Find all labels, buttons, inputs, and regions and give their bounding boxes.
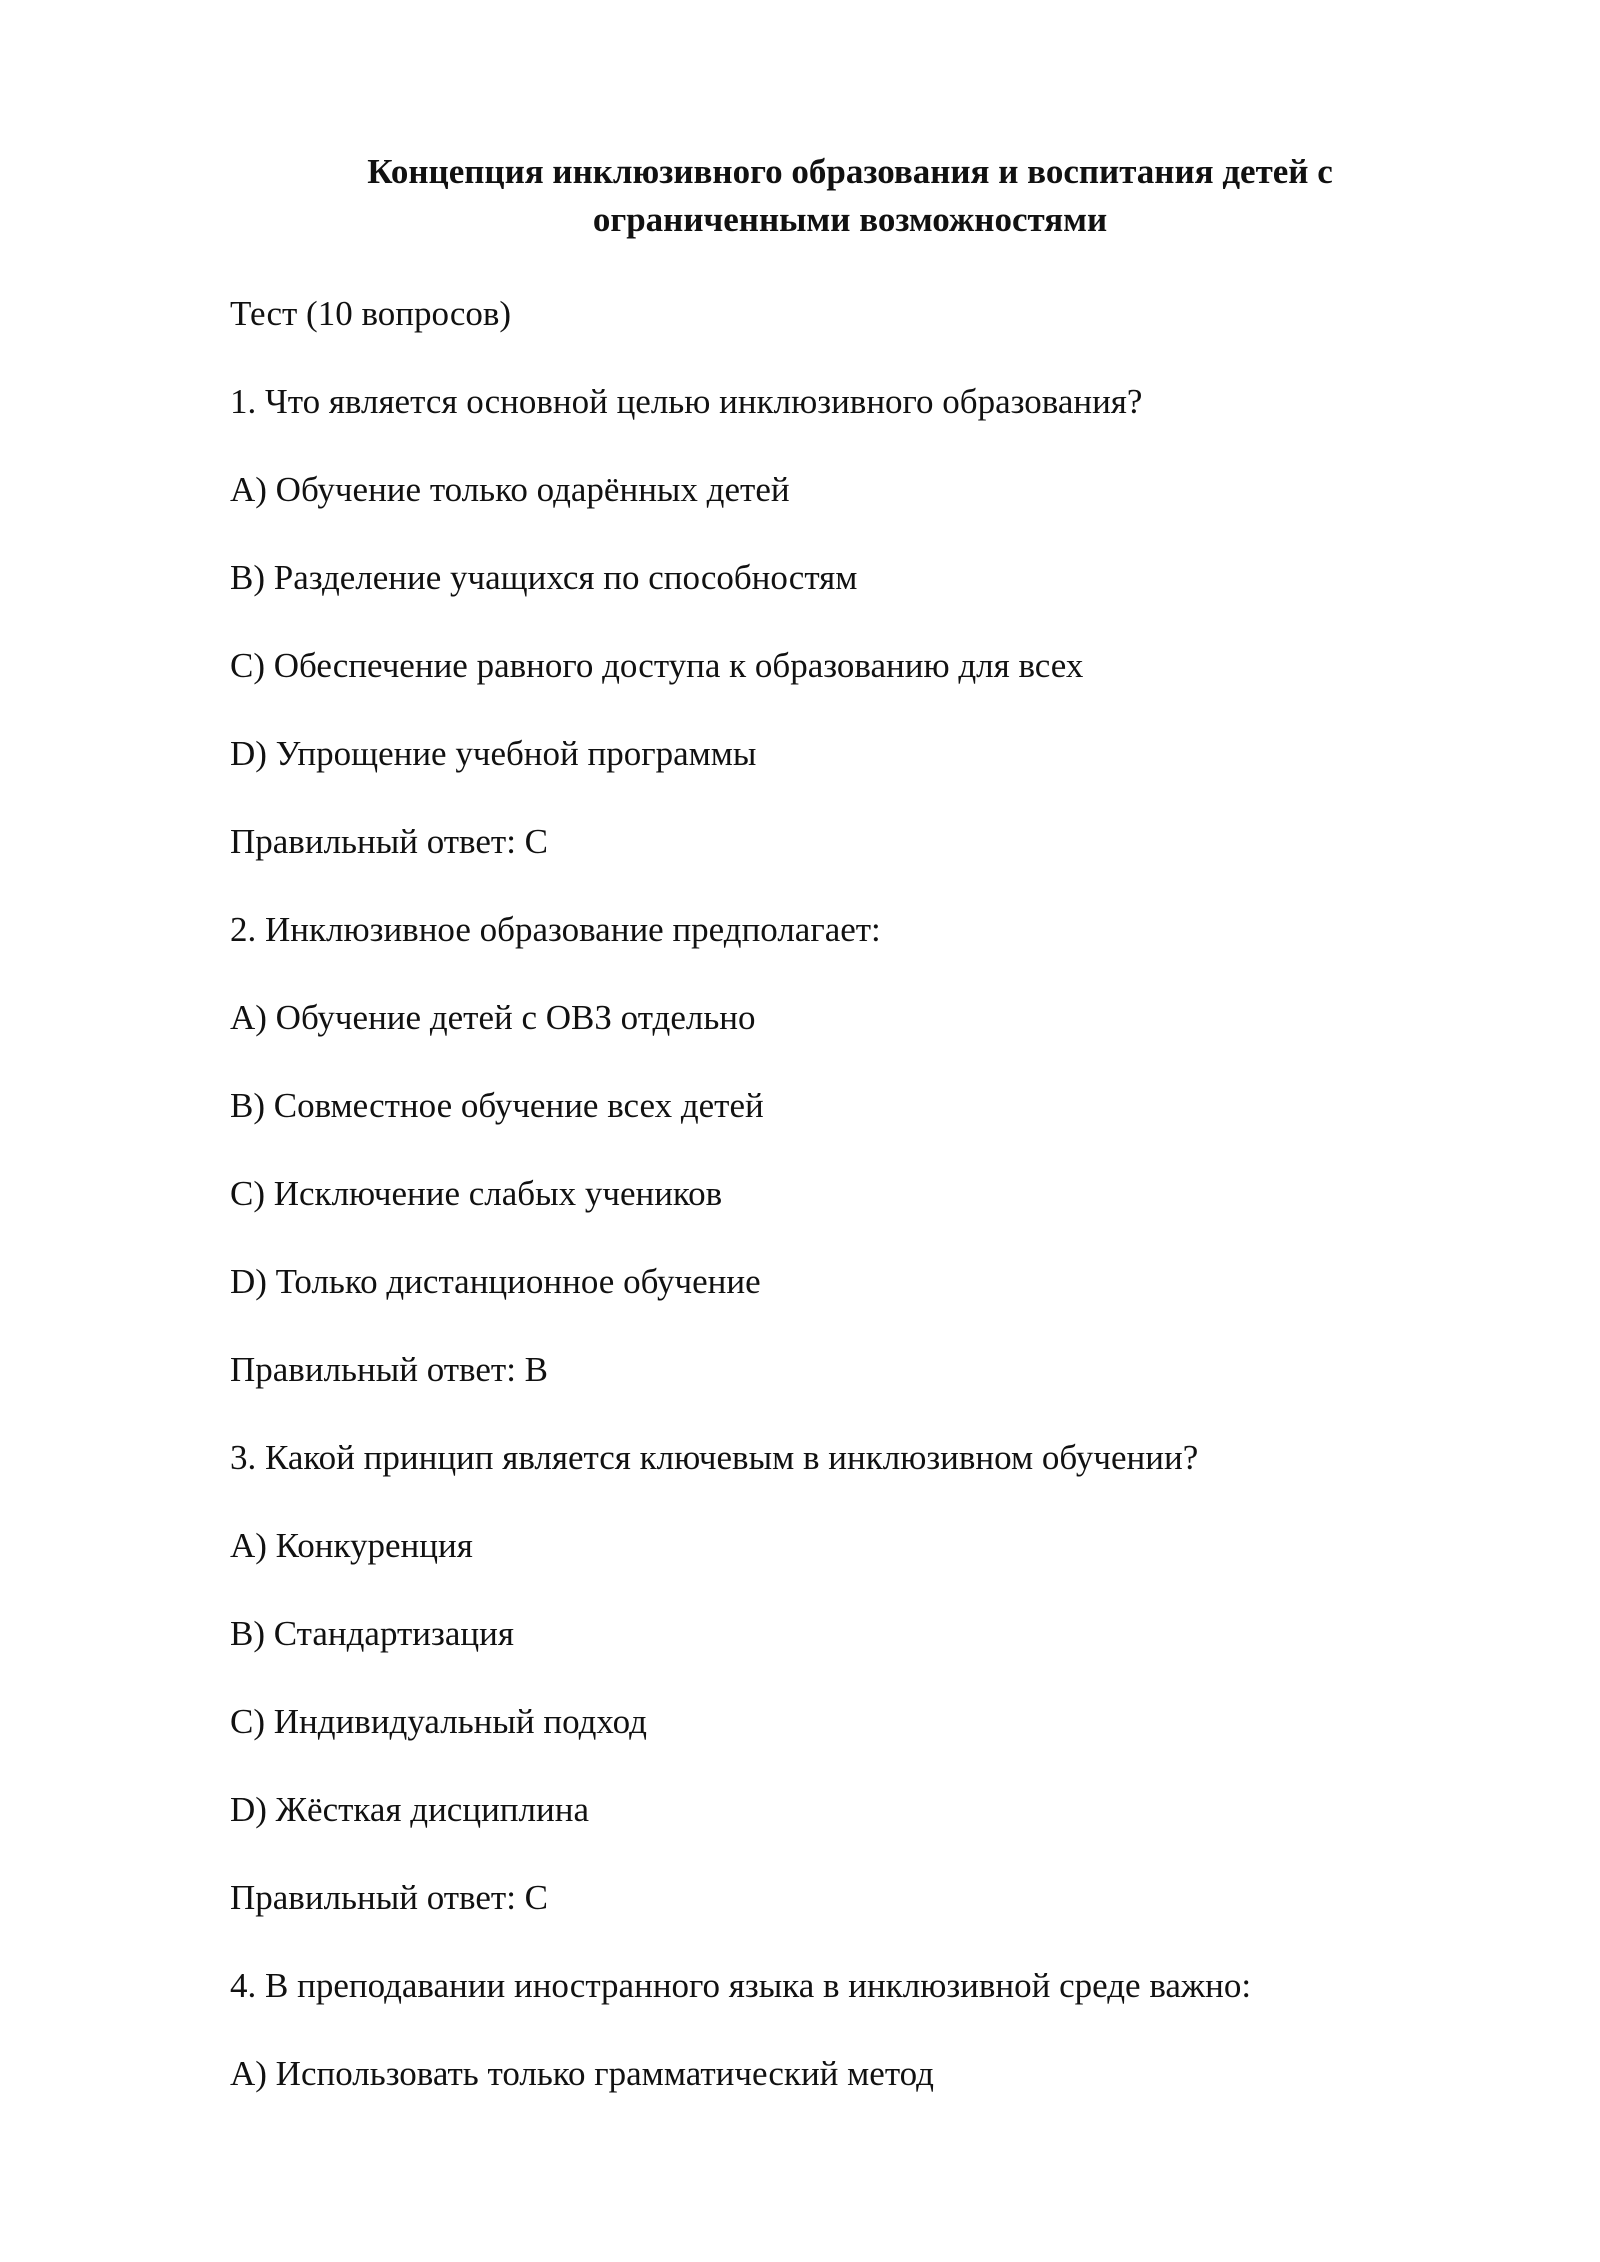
question-2: 2. Инклюзивное образование предполагает:	[230, 910, 881, 949]
q1-option-a: А) Обучение только одарённых детей	[230, 470, 790, 509]
document-title	[330, 148, 1370, 244]
q1-option-d: D) Упрощение учебной программы	[230, 734, 757, 773]
q3-answer: Правильный ответ: C	[230, 1878, 549, 1917]
q2-option-d: D) Только дистанционное обучение	[230, 1262, 761, 1301]
q2-option-c: C) Исключение слабых учеников	[230, 1174, 723, 1213]
title-line-2: ограниченными возможностями	[592, 200, 1108, 239]
q1-option-c: C) Обеспечение равного доступа к образованию для всех	[230, 646, 1084, 685]
q3-option-c: C) Индивидуальный подход	[230, 1702, 647, 1741]
q2-option-a: А) Обучение детей с ОВЗ отдельно	[230, 998, 756, 1037]
question-3: 3. Какой принцип является ключевым в инклюзивном обучении?	[230, 1438, 1199, 1477]
q3-option-b: B) Стандартизация	[230, 1614, 514, 1653]
q3-option-a: А) Конкуренция	[230, 1526, 473, 1565]
q2-option-b: B) Совместное обучение всех детей	[230, 1086, 764, 1125]
q1-answer: Правильный ответ: C	[230, 822, 549, 861]
question-1: 1. Что является основной целью инклюзивного образования?	[230, 382, 1143, 421]
title-line-1: Концепция инклюзивного образования и воспитания детей с	[367, 152, 1333, 191]
test-subtitle: Тест (10 вопросов)	[230, 294, 512, 333]
q2-answer: Правильный ответ: B	[230, 1350, 549, 1389]
q4-option-a: А) Использовать только грамматический метод	[230, 2054, 934, 2093]
q3-option-d: D) Жёсткая дисциплина	[230, 1790, 589, 1829]
question-4: 4. В преподавании иностранного языка в инклюзивной среде важно:	[230, 1966, 1252, 2005]
q1-option-b: B) Разделение учащихся по способностям	[230, 558, 858, 597]
